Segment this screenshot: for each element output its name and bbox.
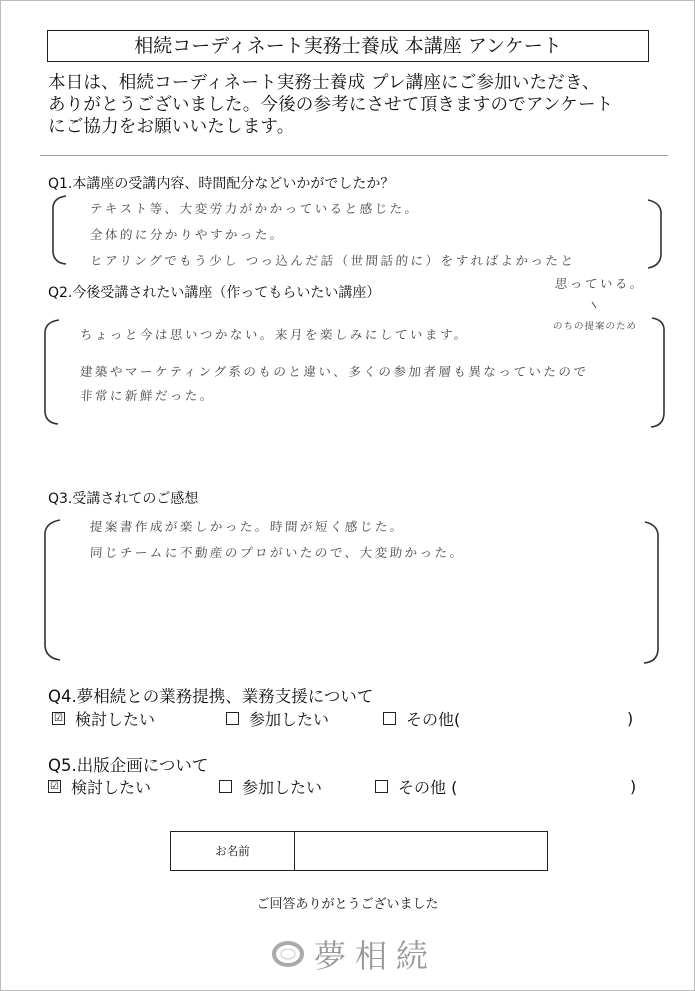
q1-answer-line-2: 全体的に分かりやすかった。 bbox=[89, 227, 286, 242]
checkbox-icon[interactable] bbox=[383, 712, 396, 725]
logo-text: 夢相続 bbox=[314, 937, 438, 975]
checkbox-icon[interactable] bbox=[226, 712, 239, 725]
checkbox-checked-icon[interactable]: ☑ bbox=[48, 780, 61, 793]
q2-label: Q2.今後受講されたい講座（作ってもらいたい講座） bbox=[48, 285, 381, 301]
intro-line-2: ありがとうございました。今後の参考にさせて頂きますのでアンケート bbox=[48, 95, 614, 115]
intro-line-1: 本日は、相続コーディネート実務士養成 プレ講座にご参加いただき、 bbox=[48, 73, 600, 93]
q5-option-other-label: その他 ( bbox=[398, 778, 458, 797]
q4-option-other-label: その他( bbox=[406, 710, 461, 729]
q1-answer-line-3: ヒアリングでもう少し つっ込んだ話（世間話的に）をすればよかったと bbox=[89, 253, 577, 268]
name-field-label: お名前 bbox=[171, 832, 295, 870]
thanks-message: ご回答ありがとうございました bbox=[256, 897, 439, 912]
name-field-input[interactable] bbox=[295, 832, 547, 870]
q5-option-participate[interactable] bbox=[219, 775, 322, 798]
q4-option-consider-label: 検討したい bbox=[75, 710, 156, 729]
checkbox-icon[interactable] bbox=[375, 780, 388, 793]
checkbox-icon[interactable] bbox=[219, 780, 232, 793]
intro-line-3: にご協力をお願いいたします。 bbox=[48, 117, 295, 137]
q4-option-other[interactable] bbox=[383, 707, 460, 730]
checkbox-checked-icon[interactable]: ☑ bbox=[52, 712, 65, 725]
q3-answer-line-1: 提案書作成が楽しかった。時間が短く感じた。 bbox=[89, 519, 406, 534]
q4-option-participate[interactable] bbox=[226, 707, 329, 730]
q5-option-other[interactable] bbox=[375, 775, 457, 798]
q1-note: のちの提案のため bbox=[552, 321, 638, 332]
q2-answer-line-3: 非常に新鮮だった。 bbox=[79, 388, 216, 403]
q2-answer-line-2: 建築やマーケティング系のものと違い、多くの参加者層も異なっていたので bbox=[79, 364, 590, 379]
q5-label: Q5.出版企画について bbox=[48, 756, 209, 775]
ring-logo-icon bbox=[270, 939, 306, 969]
q4-other-close-paren: ) bbox=[627, 709, 634, 728]
q4-option-consider[interactable] bbox=[52, 707, 155, 730]
q5-option-participate-label: 参加したい bbox=[242, 778, 323, 797]
q1-answer-line-1: テキスト等、大変労力がかかっていると感じた。 bbox=[89, 201, 421, 216]
q5-other-close-paren: ) bbox=[630, 777, 637, 796]
q3-label: Q3.受講されてのご感想 bbox=[48, 491, 199, 507]
q4-label: Q4.夢相続との業務提携、業務支援について bbox=[48, 687, 374, 706]
q1-answer-line-4: 思っている。 bbox=[554, 276, 646, 291]
q3-answer-line-2: 同じチームに不動産のプロがいたので、大変助かった。 bbox=[89, 545, 466, 560]
q2-answer-line-1: ちょっと今は思いつかない。来月を楽しみにしています。 bbox=[79, 327, 470, 342]
logo bbox=[270, 931, 437, 977]
name-field bbox=[170, 831, 548, 871]
q5-option-consider[interactable] bbox=[48, 775, 151, 798]
q1-label: Q1.本講座の受講内容、時間配分などいかがでしたか？ bbox=[48, 176, 395, 192]
q4-option-participate-label: 参加したい bbox=[249, 710, 330, 729]
survey-title: 相続コーディネート実務士養成 本講座 アンケート bbox=[47, 30, 649, 62]
q5-option-consider-label: 検討したい bbox=[71, 778, 152, 797]
